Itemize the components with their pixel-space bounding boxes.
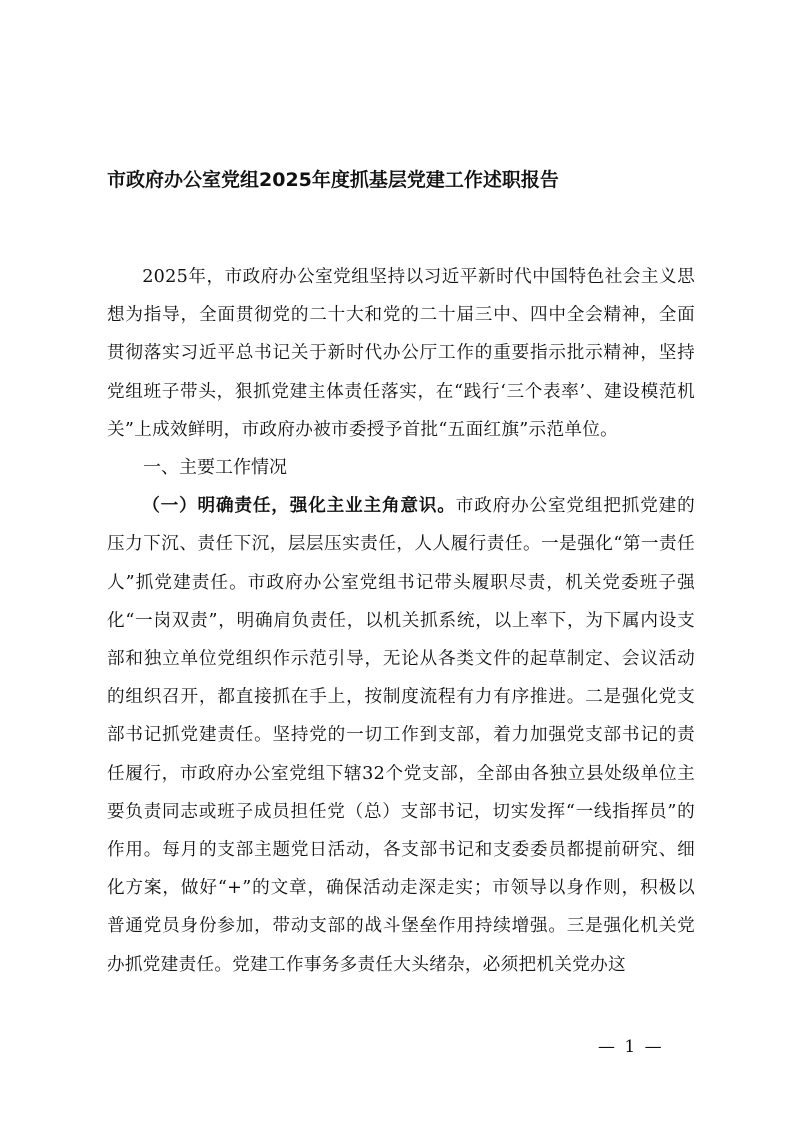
subsection-paragraph	[107, 487, 695, 984]
subsection-text: 市政府办公室党组把抓党建的压力下沉、责任下沉，层层压实责任，人人履行责任。一是强化“第一责任人”抓党建责任。市政府办公室党组书记带头履职尽责，机关党委班子强化“一岗双责”，明确肩负责任，以机关抓系统，以上率下，为下属内设支部和独立单位党组织作示范引导，无论从各类文件的起草制定、会议活动的组织召开，都直接抓在手上，按制度流程有力有序推进。二是强化党支部书记抓党建责任。坚持党的一切工作到支部，着力加强党支部书记的责任履行，市政府办公室党组下辖32个党支部，全部由各独立县处级单位主要负责同志或班子成员担任党（总）支部书记，切实发挥“一线指挥员”的作用。每月的支部主题党日活动，各支部书记和支委委员都提前研究、细化方案，做好“+”的文章，确保活动走深走实；市领导以身作则，积极以普通党员身份参加，带动支部的战斗堡垒作用持续增强。三是强化机关党办抓党建责任。党建工作事务多责任大头绪杂，必须把机关党办这	[107, 496, 695, 975]
section-heading: 一、主要工作情况	[143, 457, 287, 479]
subsection-lead: （一）明确责任，强化主业主角意识。	[142, 496, 456, 517]
intro-paragraph: 2025年，市政府办公室党组坚持以习近平新时代中国特色社会主义思想为指导，全面贯彻党的二十大和党的二十届三中、四中全会精神，全面贯彻落实习近平总书记关于新时代办公厅工作的重要指示批示精神，坚持党组班子带头，狠抓党建主体责任落实，在“践行‘三个表率’、建设模范机关”上成效鲜明，市政府办被市委授予首批“五面红旗”示范单位。	[107, 267, 695, 440]
document-title: 市政府办公室党组2025年度抓基层党建工作述职报告	[107, 169, 559, 191]
page-number: — 1 —	[598, 1037, 664, 1057]
document-body	[107, 258, 695, 984]
